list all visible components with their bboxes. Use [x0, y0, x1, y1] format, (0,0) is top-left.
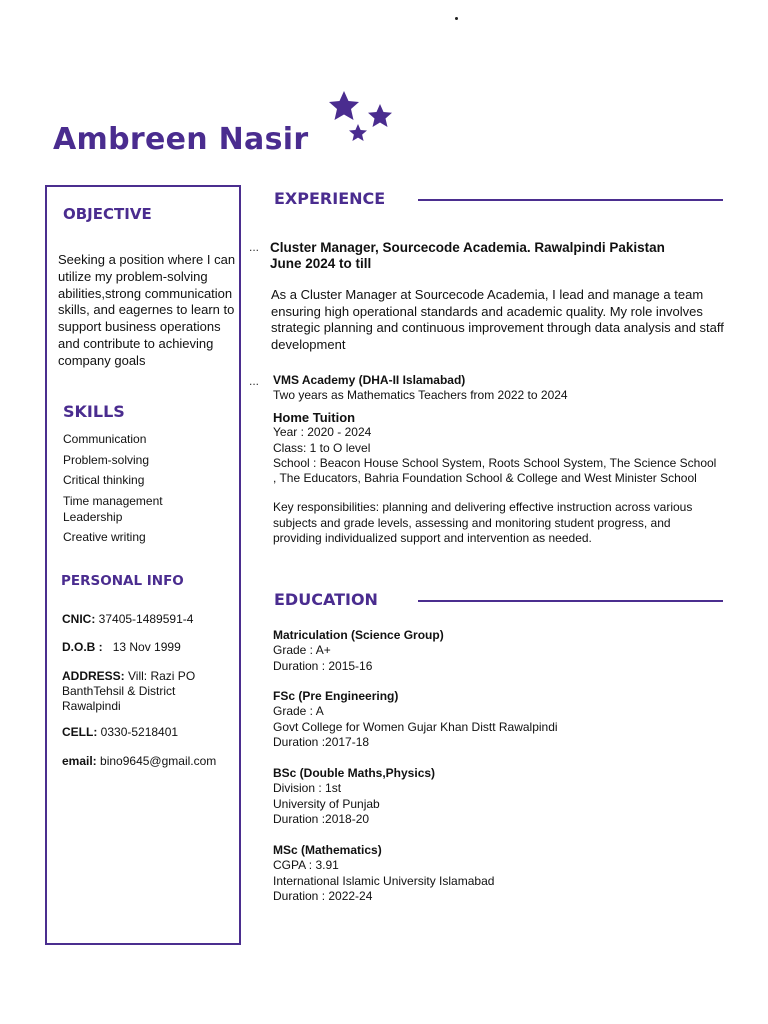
- education-entry: [273, 766, 713, 827]
- dob-label: D.O.B :: [62, 640, 103, 654]
- skill-item: Problem-solving: [63, 452, 150, 467]
- tuition-block: [273, 410, 718, 546]
- objective-heading: OBJECTIVE: [63, 205, 152, 223]
- email-label: email:: [62, 754, 97, 768]
- education-entry: [273, 689, 713, 750]
- education-line: Grade : A+: [273, 643, 331, 658]
- email-row: [62, 754, 240, 769]
- education-line: Division : 1st: [273, 781, 342, 796]
- job1-dates: June 2024 to till: [270, 256, 372, 271]
- education-title: MSc (Mathematics): [273, 843, 382, 857]
- education-line: Grade : A: [273, 704, 324, 719]
- cnic-value: 37405-1489591-4: [98, 612, 194, 626]
- tuition-school: School : Beacon House School System, Roots School System, The Science School , The Educators, Bahria Foundation School & College and West Minister School: [273, 455, 717, 486]
- job1-description: As a Cluster Manager at Sourcecode Academia, I lead and manage a team ensuring high operational standards and academic quality. My role involves strategic planning and continuous improvement through data analysis and staff development: [271, 287, 724, 352]
- cell-value: 0330-5218401: [100, 725, 179, 739]
- cell-label: CELL:: [62, 725, 98, 739]
- skill-item: Critical thinking: [63, 473, 145, 487]
- cell-row: [62, 725, 240, 740]
- skill-item: Communication: [63, 432, 147, 446]
- education-line: Duration :2018-20: [273, 811, 370, 826]
- job2-title: VMS Academy (DHA-II Islamabad): [273, 373, 466, 387]
- job1-title: [270, 240, 730, 272]
- education-entry: [273, 843, 713, 904]
- education-heading: EDUCATION: [274, 590, 378, 609]
- experience-heading: EXPERIENCE: [274, 189, 386, 208]
- stars-icon: [322, 88, 402, 148]
- candidate-name: Ambreen Nasir: [53, 122, 309, 157]
- cnic-row: [62, 612, 240, 627]
- education-line: Duration : 2015-16: [273, 658, 373, 673]
- education-title: Matriculation (Science Group): [273, 628, 444, 642]
- skill-item: Time management: [63, 493, 163, 508]
- education-entry: [273, 628, 713, 674]
- education-line: University of Punjab: [273, 796, 380, 811]
- skill-item: Creative writing: [63, 530, 146, 544]
- cnic-label: CNIC:: [62, 612, 96, 626]
- objective-text: Seeking a position where I can utilize my problem-solving abilities,strong communication skills, and eagernes to learn to support business operations and contribute to achieving company goals: [58, 252, 236, 368]
- personal-info-heading: PERSONAL INFO: [61, 573, 184, 589]
- education-line: Duration :2017-18: [273, 734, 370, 749]
- education-divider: [418, 600, 723, 602]
- education-line: Govt College for Women Gujar Khan Distt Rawalpindi: [273, 719, 558, 734]
- education-line: International Islamic University Islamabad: [273, 873, 495, 888]
- address-value: Vill: Razi PO BanthTehsil & District Rawalpindi: [62, 669, 196, 713]
- address-row: [62, 669, 237, 714]
- skill-item: Leadership: [63, 509, 123, 524]
- tuition-class: Class: 1 to O level: [273, 440, 371, 455]
- education-title: FSc (Pre Engineering): [273, 689, 399, 703]
- bullet-ellipsis: ...: [249, 374, 260, 388]
- bullet-ellipsis: ...: [249, 240, 260, 254]
- education-line: Duration : 2022-24: [273, 888, 373, 903]
- job2-subtitle: Two years as Mathematics Teachers from 2022 to 2024: [273, 388, 568, 403]
- education-title: BSc (Double Maths,Physics): [273, 766, 436, 780]
- dob-value: 13 Nov 1999: [112, 640, 181, 654]
- email-value: bino9645@gmail.com: [100, 754, 217, 768]
- tuition-year: Year : 2020 - 2024: [273, 425, 372, 440]
- job1-title-text: Cluster Manager, Sourcecode Academia. Rawalpindi Pakistan: [270, 240, 665, 255]
- stray-dot: [455, 17, 458, 20]
- tuition-responsibilities: Key responsibilities: planning and delivering effective instruction across various subjects and grade levels, assessing and monitoring student progress, and providing individualized support and intervention as needed.: [273, 500, 693, 546]
- experience-divider: [418, 199, 723, 201]
- skills-list: [63, 431, 238, 550]
- education-line: CGPA : 3.91: [273, 858, 339, 873]
- skills-heading: SKILLS: [63, 402, 125, 421]
- job2-block: [273, 373, 733, 404]
- address-label: ADDRESS:: [62, 669, 125, 683]
- tuition-title: Home Tuition: [273, 410, 356, 425]
- dob-row: [62, 640, 240, 655]
